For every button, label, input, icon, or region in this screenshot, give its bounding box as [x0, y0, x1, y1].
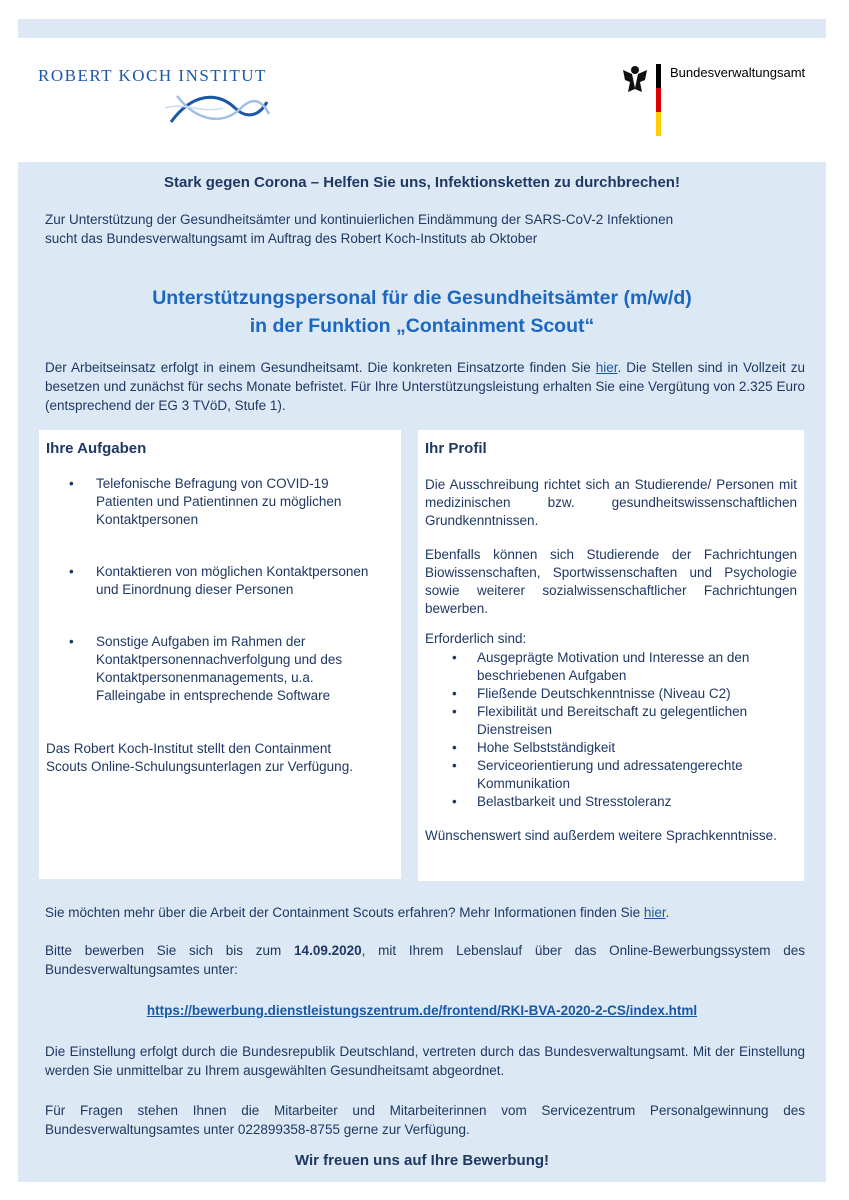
tasks-box-title: Ihre Aufgaben	[46, 440, 147, 457]
more-info-paragraph: Sie möchten mehr über die Arbeit der Containment Scouts erfahren? Mehr Informationen finden Sie hier.	[45, 905, 670, 920]
training-note: Das Robert Koch-Institut stellt den Containment Scouts Online-Schulungsunterlagen zur Verfügung.	[46, 741, 353, 774]
bullet-icon: •	[452, 794, 457, 809]
profile-paragraph-1: Die Ausschreibung richtet sich an Studierende/ Personen mit medizinischen bzw. gesundheitswissenschaftlichen Grundkenntnissen.	[425, 477, 797, 528]
job-title-line-1: Unterstützungspersonal für die Gesundheitsämter (m/w/d)	[152, 287, 692, 309]
federal-eagle-icon	[620, 62, 650, 96]
bullet-icon: •	[452, 704, 457, 719]
locations-link[interactable]: hier	[595, 360, 618, 375]
bullet-icon: •	[69, 634, 74, 649]
job-title-line-2: in der Funktion „Containment Scout“	[249, 315, 595, 337]
logo-header	[18, 38, 826, 162]
task-item: • Kontaktieren von möglichen Kontaktpersonen und Einordnung dieser Personen	[69, 564, 369, 597]
profile-paragraph-2: Ebenfalls können sich Studierende der Fachrichtungen Biowissenschaften, Sportwissenschaften und Psychologie sowie weiterer sozialwissenschaftlicher Fachrichtungen bewerben.	[425, 547, 797, 616]
slogan-heading: Stark gegen Corona – Helfen Sie uns, Infektionsketten zu durchbrechen!	[164, 174, 680, 191]
deadline-date: 14.09.2020	[294, 943, 362, 958]
requirement-item: • Fließende Deutschkenntnisse (Niveau C2)	[452, 686, 731, 701]
employment-paragraph	[45, 358, 805, 415]
more-info-link[interactable]: hier	[643, 905, 666, 920]
tasks-box	[39, 430, 401, 879]
employment-text-1: Der Arbeitseinsatz erfolgt in einem Gesundheitsamt. Die konkreten Einsatzorte finden Sie	[45, 360, 596, 375]
profile-box	[418, 430, 804, 881]
bullet-icon: •	[452, 740, 457, 755]
rki-logo-icon	[163, 88, 273, 128]
apply-paragraph: Bitte bewerben Sie sich bis zum 14.09.2020, mit Ihrem Lebenslauf über das Online-Bewerbungssystem des Bundesverwaltungsamtes unter:	[45, 943, 805, 977]
bullet-icon: •	[452, 758, 457, 773]
job-title	[18, 284, 826, 340]
application-url-line	[18, 1002, 826, 1020]
profile-box-title: Ihr Profil	[425, 440, 487, 457]
bullet-icon: •	[69, 564, 74, 579]
requirement-item: • Hohe Selbstständigkeit	[452, 740, 616, 755]
top-banner-strip	[18, 19, 826, 38]
requirement-item: • Serviceorientierung und adressatengerechte Kommunikation	[452, 758, 743, 791]
german-flag-stripe	[656, 64, 661, 136]
employment-note: Die Einstellung erfolgt durch die Bundesrepublik Deutschland, vertreten durch das Bundesverwaltungsamt. Mit der Einstellung werden Sie unmittelbar zu Ihrem ausgewählten Gesundheitsamt abgeordnet.	[45, 1044, 805, 1078]
job-posting-panel	[18, 162, 826, 1182]
intro-text	[45, 210, 805, 248]
required-label: Erforderlich sind:	[425, 631, 527, 646]
requirement-item: • Belastbarkeit und Stresstoleranz	[452, 794, 672, 809]
bullet-icon: •	[452, 686, 457, 701]
bva-logo-text: Bundesverwaltungsamt	[670, 65, 806, 80]
employment-text-2: . Die Stellen sind in Vollzeit zu besetzen und zunächst für sechs Monate befristet. Für Ihre Unterstützungsleistung erhalten Sie eine Vergütung von 2.325 Euro (entsprechend der EG 3 TVöD, Stufe 1).	[45, 360, 805, 413]
requirement-item: • Ausgeprägte Motivation und Interesse an den beschriebenen Aufgaben	[452, 650, 750, 683]
desirable-text: Wünschenswert sind außerdem weitere Sprachkenntnisse.	[425, 828, 777, 843]
closing-line: Wir freuen uns auf Ihre Bewerbung!	[294, 1152, 550, 1169]
intro-line-2: sucht das Bundesverwaltungsamt im Auftrag des Robert Koch-Instituts ab Oktober	[45, 231, 538, 246]
task-item: • Sonstige Aufgaben im Rahmen der Kontaktpersonennachverfolgung und des Kontaktpersonenmanagements, u.a. Falleingabe in entsprechende Software	[69, 634, 343, 703]
bullet-icon: •	[452, 650, 457, 665]
rki-logo-text: ROBERT KOCH INSTITUT	[38, 66, 267, 85]
contact-paragraph: Für Fragen stehen Ihnen die Mitarbeiter und Mitarbeiterinnen vom Servicezentrum Personalgewinnung des Bundesverwaltungsamtes unter 022899358-8755 gerne zur Verfügung.	[45, 1103, 805, 1137]
task-item: • Telefonische Befragung von COVID-19 Patienten und Patientinnen zu möglichen Kontaktpersonen	[69, 476, 342, 527]
application-url-link[interactable]: https://bewerbung.dienstleistungszentrum.de/frontend/RKI-BVA-2020-2-CS/index.html	[146, 1003, 698, 1018]
intro-line-1: Zur Unterstützung der Gesundheitsämter und kontinuierlichen Eindämmung der SARS-CoV-2 Infektionen	[45, 212, 674, 227]
requirement-item: • Flexibilität und Bereitschaft zu gelegentlichen Dienstreisen	[452, 704, 748, 737]
bullet-icon: •	[69, 476, 74, 491]
